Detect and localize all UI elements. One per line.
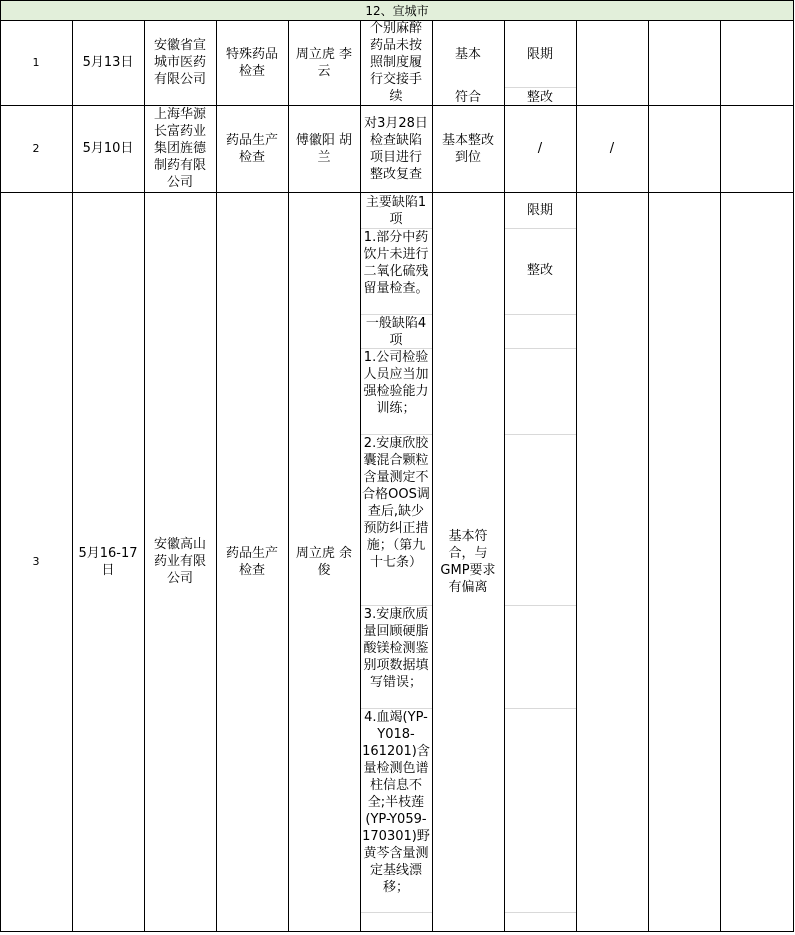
inspectors: 傅徽阳 胡兰 (295, 132, 353, 165)
defects-text: 个别麻醉药品未按照制度履行交接手续 (369, 21, 422, 104)
defect-item: 1.公司检验人员应当加强检验能力训练； (363, 350, 429, 416)
result-text: 基本 (454, 47, 481, 62)
company-name: 上海华源长富药业集团旌德制药有限公司 (153, 107, 206, 190)
cell-divider (505, 434, 576, 435)
company-name: 安徽省宣城市医药有限公司 (153, 38, 206, 87)
grid-line (793, 0, 794, 932)
grid-line (720, 20, 721, 932)
handling-text: / (537, 141, 543, 156)
cell-divider (505, 314, 576, 315)
cell-divider (505, 348, 576, 349)
handling-text: 限期 (526, 47, 553, 62)
grid-line (648, 20, 649, 932)
extra-mark: / (609, 141, 615, 156)
handling-text: 限期 (526, 203, 553, 218)
inspection-date: 5月13日 (82, 55, 134, 70)
handling-text: 整改 (526, 263, 553, 278)
inspectors: 周立虎 余俊 (295, 545, 353, 578)
grid-line (0, 931, 794, 932)
inspection-date: 5月10日 (82, 141, 134, 156)
row-number: 2 (32, 142, 40, 155)
result-text: 基本符合，与GMP要求有偏离 (440, 528, 496, 595)
inspection-type: 特殊药品检查 (225, 46, 278, 79)
defect-item: 3.安康欣质量回顾硬脂酸镁检测鉴别项数据填写错误； (363, 607, 429, 690)
cell-divider (505, 708, 576, 709)
cell-divider (505, 228, 576, 229)
company-name: 安徽高山药业有限公司 (153, 537, 206, 586)
defect-item: 1.部分中药饮片未进行二氧化硫残留量检查。 (363, 230, 429, 296)
inspectors: 周立虎 李云 (295, 46, 353, 79)
major-defect-heading: 主要缺陷1项 (365, 195, 427, 227)
result-text: 基本整改到位 (441, 132, 494, 165)
section-title: 12、宣城市 (1, 1, 793, 20)
handling-text: 整改 (526, 90, 553, 105)
inspection-type: 药品生产检查 (225, 545, 278, 578)
cell-divider (505, 912, 576, 913)
inspection-type: 药品生产检查 (225, 132, 278, 165)
general-defect-heading: 一般缺陷4项 (365, 316, 427, 348)
defect-item: 2.安康欣胶囊混合颗粒含量测定不合格OOS调查后,缺少预防纠正措施；（第九十七条） (362, 436, 430, 570)
defects-text: 对3月28日检查缺陷项目进行整改复查 (364, 115, 428, 182)
result-text: 符合 (454, 90, 481, 105)
inspection-date: 5月16-17日 (78, 545, 138, 578)
defect-item: 4.血竭(YP-Y018-161201)含量检测色谱柱信息不全;半枝莲(YP-Y059-170301)野黄芩含量测定基线漂移； (362, 710, 430, 895)
row-number: 1 (32, 56, 40, 69)
cell-divider (505, 87, 576, 88)
grid-line (0, 0, 794, 1)
cell-divider (505, 605, 576, 606)
row-number: 3 (32, 555, 40, 568)
